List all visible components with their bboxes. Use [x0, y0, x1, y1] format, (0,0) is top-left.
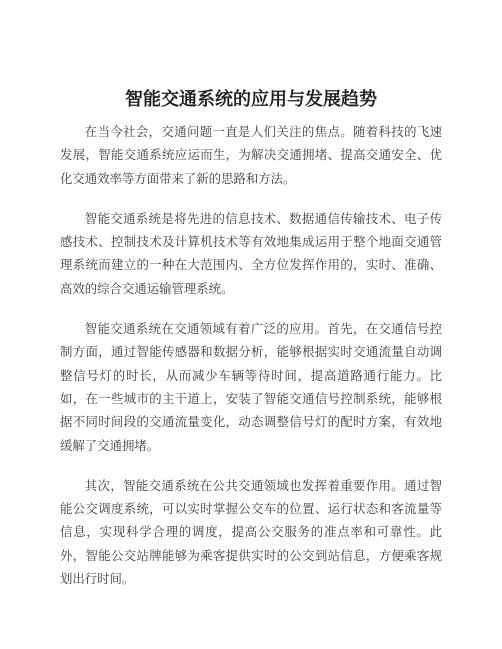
- document-body: [60, 120, 442, 607]
- paragraph-public-transit: 其次，智能交通系统在公共交通领域也发挥着重要作用。通过智能公交调度系统，可以实时掌握公交车的位置、运行状态和客流量等信息，实现科学合理的调度，提高公交服务的准点率和可靠性。此外，智能公交站牌能够为乘客提供实时的公交到站信息，方便乘客规划出行时间。: [60, 477, 442, 587]
- document-title: 智能交通系统的应用与发展趋势: [125, 89, 377, 110]
- paragraph-intro: 在当今社会，交通问题一直是人们关注的焦点。随着科技的飞速发展，智能交通系统应运而生，为解决交通拥堵、提高交通安全、优化交通效率等方面带来了新的思路和方法。: [60, 124, 442, 186]
- paragraph-definition: 智能交通系统是将先进的信息技术、数据通信传输技术、电子传感技术、控制技术及计算机技术等有效地集成运用于整个地面交通管理系统而建立的一种在大范围内、全方位发挥作用的，实时、准确、高效的综合交通运输管理系统。: [60, 210, 442, 296]
- paragraph-signal-control: 智能交通系统在交通领域有着广泛的应用。首先，在交通信号控制方面，通过智能传感器和数据分析，能够根据实时交通流量自动调整信号灯的时长，从而减少车辆等待时间，提高道路通行能力。比如，在一些城市的主干道上，安装了智能交通信号控制系统，能够根据不同时间段的交通流量变化，动态调整信号灯的配时方案，有效地缓解了交通拥堵。: [60, 321, 442, 453]
